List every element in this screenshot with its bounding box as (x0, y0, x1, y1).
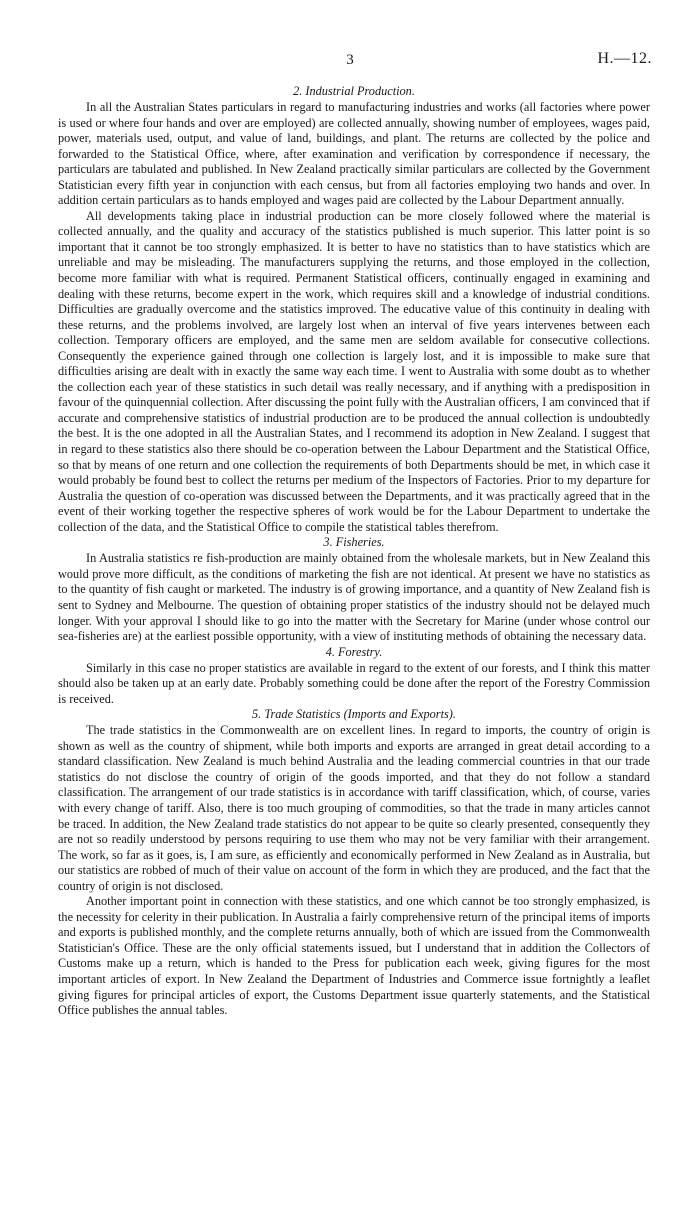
section-heading: 4. Forestry. (325, 644, 383, 659)
section-forestry (58, 645, 650, 708)
section-heading: 3. Fisheries. (323, 535, 385, 550)
paragraph: Similarly in this case no proper statistics are available in regard to the extent of our forests, and I think this matter should also be taken up at an early date. Probably something could be done after the report of the Forestry Commission is received. (58, 660, 650, 706)
section-fisheries (58, 535, 650, 644)
section-heading: 2. Industrial Production. (293, 84, 415, 98)
paragraph: In Australia statistics re fish-production are mainly obtained from the wholesale markets, but in New Zealand this would prove more difficult, as the conditions of marketing the fish are not identical. At present we have no statistics as to the quantity of fish caught or marketed. The industry is of growing importance, and a quantity of New Zealand fish is sent to Sydney and Melbourne. The question of obtaining proper statistics of the industry should not be delayed much longer. With your approval I should like to go into the matter with the Secretary for Marine (under whose control our sea-fisheries are) at the earliest possible opportunity, with a view of instituting methods of obtaining the necessary data. (58, 551, 650, 644)
paragraph: The trade statistics in the Commonwealth are on excellent lines. In regard to imports, the country of origin is shown as well as the country of shipment, while both imports and exports are arranged in great detail according to a standard classification. New Zealand is much behind Australia and the leading commercial countries in that our trade statistics do not disclose the country of origin of the goods imported, and that they do not follow a standard classification. The arrangement of our trade statistics is in accordance with tariff classification, which, of course, varies with every change of tariff. Also, there is too much grouping of commodities, so that the trade in many articles cannot be traced. In addition, the New Zealand trade statistics do not appear to be quite so clearly presented, consequently they are not so readily understood by persons requiring to use them who may not be very familiar with their arrangement. The work, so far as it goes, is, I am sure, as efficiently and economically performed in New Zealand as in Australia, but our statistics are robbed of much of their value on account of the form in which they are produced, and the fact that the country of origin is not disclosed. (58, 723, 650, 893)
document-reference: H.—12. (597, 50, 652, 67)
section-industrial-production (58, 84, 650, 535)
page-number: 3 (346, 52, 354, 68)
paragraph: Another important point in connection with these statistics, and one which cannot be too strongly emphasized, is the necessity for celerity in their publication. In Australia a fairly comprehensive return of the principal items of imports and exports is published monthly, and the complete returns annually, both of which are issued from the Commonwealth Statistician's Office. These are the only official statements issued, but I understand that in addition the Collectors of Customs make up a return, which is handed to the Press for publication each week, giving figures for the most important articles of export. In New Zealand the Department of Industries and Commerce issue fortnightly a leaflet giving figures for principal articles of export, the Customs Department issue quarterly statements, and the Statistical Office publishes the annual tables. (58, 894, 650, 1018)
paragraph: In all the Australian States particulars in regard to manufacturing industries and works (all factories where power is used or where four hands and over are employed) are collected annually, showing number of employees, wages paid, power, materials used, output, and value of land, buildings, and plant. The returns are collected by the police and forwarded to the Statistical Office, where, after examination and verification by correspondence if necessary, the particulars are tabulated and published. In New Zealand practically similar particulars are collected by the Government Statistician every fifth year in conjunction with each census, but from all factories employing two hands and over. In addition certain particulars as to hands employed and wages paid are collected by the Labour Department annually. (58, 100, 650, 208)
paragraph: All developments taking place in industrial production can be more closely followed where the material is collected annually, and the quality and accuracy of the statistics published is much superior. This latter point is so important that it cannot be too strongly emphasized. It is better to have no statistics than to have statistics which are unreliable and may be misleading. The manufacturers supplying the returns, and those employed in the collection, become more familiar with what is required. Permanent Statistical officers, continually engaged in examining and dealing with these returns, become expert in the work, which requires skill and a knowledge of industrial conditions. Difficulties are gradually overcome and the statistics improved. The educative value of this continuity in dealing with these returns, and the problems involved, are largely lost when an interval of five years intervenes between each collection. Temporary officers are employed, and the same men are seldom available for consecutive collections. Consequently the experience gained through one collection is largely lost, and it is impossible to make sure that difficulties arising are dealt with in exactly the same way each time. I went to Australia with some doubt as to whether the collection each year of these statistics in such detail was really necessary, and if anything with a predisposition in favour of the quinquennial collection. After discussing the point fully with the Australian officers, I am convinced that if accurate and comprehensive statistics of industrial production are to be produced the annual collection is undoubtedly the best. It is the one adopted in all the Australian States, and I recommend its adoption in New Zealand. I suggest that in regard to these statistics also there should be co-operation between the Labour Department and the Statistical Office, so that by means of one return and one collection the requirements of both Departments should be met, in which case it would probably be found best to collect the returns per medium of the Inspectors of Factories. Prior to my departure for Australia the question of co-operation was discussed between the Departments, and it was practically agreed that in the event of their working together the respective spheres of work would be for the Labour Department to undertake the collection of the data, and the Statistical Office to compile the statistical tables therefrom. (58, 208, 650, 534)
section-heading: 5. Trade Statistics (Imports and Exports). (252, 707, 456, 722)
section-trade-statistics (58, 707, 650, 1018)
document-body (58, 84, 650, 1019)
